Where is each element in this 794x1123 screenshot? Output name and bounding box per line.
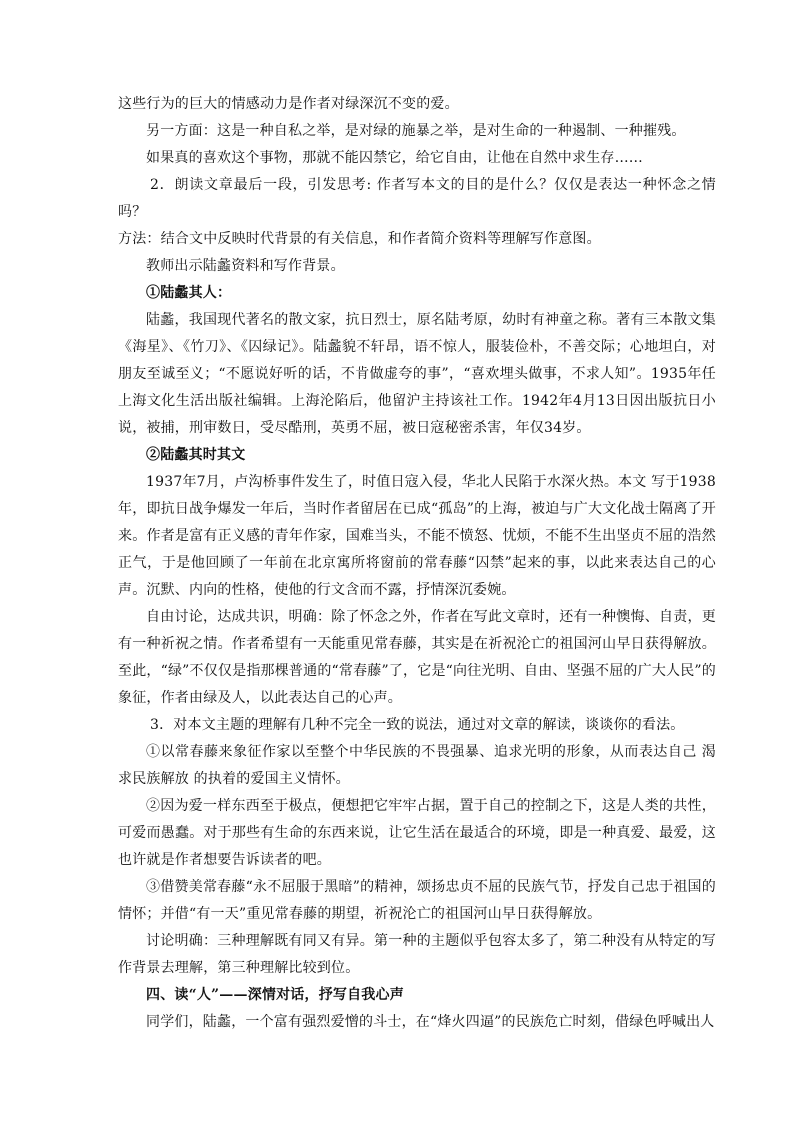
theme-3: ③借赞美常春藤“永不屈服于黑暗”的精神，颂扬忠贞不屈的民族气节，抒发自己忠于祖国的情怀；并借“有一天”重见常春藤的期望，祈祝沦亡的祖国河山早日获得解放。 [118,879,716,922]
teacher-note: 教师出示陆蠡资料和写作背景。 [146,258,345,274]
theme-1: ①以常春藤来象征作家以至整个中华民族的不畏强暴、追求光明的形象，从而表达自己 渴求民族解放 的执着的爱国主义情怀。 [118,744,716,787]
paragraph-0: 这些行为的巨大的情感动力是作者对绿深沉不变的爱。 [118,96,459,112]
conclusion-paragraph: 讨论明确：三种理解既有同又有异。第一种的主题似乎包容太多了，第二种没有从特定的写作背景去理解，第三种理解比较到位。 [118,933,716,976]
method-paragraph: 方法：结合文中反映时代背景的有关信息，和作者简介资料等理解写作意图。 [118,231,601,247]
section-heading-4: 四、读“人”——深情对话，抒写自我心声 [146,987,404,1003]
question-2: 2．朗读文章最后一段，引发思考: 作者写本文的目的是什么？仅仅是表达一种怀念之情吗？ [118,177,716,220]
final-paragraph: 同学们，陆蠡，一个富有强烈爱憎的斗士，在“烽火四逼”的民族危亡时刻，借绿色呼喊出人 [146,1014,715,1030]
heading-lu-li-person: ①陆蠡其人： [146,285,232,301]
question-3: 3．对本文主题的理解有几种不完全一致的说法，通过对文章的解读，谈谈你的看法。 [150,717,685,733]
background-paragraph: 1937年7月，卢沟桥事件发生了，时值日寇入侵，华北人民陷于水深火热。本文 写于1938年，即抗日战争爆发一年后，当时作者留居在已成“孤岛”的上海，被迫与广大文化战士隔离了开来。作者是富有正义感的青年作家，国难当头，不能不愤怒、忧烦，不能不生出坚贞不屈的浩然正气，于是他回顾了一年前在北京寓所将窗前的常春藤“囚禁”起来的事，以此来表达自己的心声。沉默、内向的性格，使他的行文含而不露，抒情深沉委婉。 [118,474,716,598]
theme-2: ②因为爱一样东西至于极点，便想把它牢牢占据，置于自己的控制之下，这是人类的共性，可爱而愚蠢。对于那些有生命的东西来说，让它生活在最适合的环境，即是一种真爱、最爱，这也许就是作者想要告诉读者的吧。 [118,798,716,868]
heading-lu-li-time: ②陆蠡其时其文 [146,447,246,463]
lu-li-bio: 陆蠡，我国现代著名的散文家，抗日烈士，原名陆考原，幼时有神童之称。著有三本散文集《海星》、《竹刀》、《囚绿记》。陆蠡貌不轩昂，语不惊人，服装俭朴，不善交际；心地坦白，对朋友至诚至义；“不愿说好听的话，不肯做虚夸的事”，“喜欢埋头做事，不求人知”。1935年任上海文化生活出版社编辑。上海沦陷后，他留沪主持该社工作。1942年4月13日因出版抗日小说，被捕，刑审数日，受尽酷刑，英勇不屈，被日寇秘密杀害，年仅34岁。 [118,312,716,436]
paragraph-1: 另一方面：这是一种自私之举，是对绿的施暴之举，是对生命的一种遏制、一种摧残。 [146,123,686,139]
discussion-paragraph: 自由讨论，达成共识，明确：除了怀念之外，作者在写此文章时，还有一种懊悔、自责，更有一种祈祝之情。作者希望有一天能重见常春藤，其实是在祈祝沦亡的祖国河山早日获得解放。至此，“绿”不仅仅是指那棵普通的“常春藤”了，它是“向往光明、自由、坚强不屈的广大人民”的象征，作者由绿及人，以此表达自己的心声。 [118,609,716,706]
paragraph-2: 如果真的喜欢这个事物，那就不能囚禁它，给它自由，让他在自然中求生存…… [146,150,643,166]
